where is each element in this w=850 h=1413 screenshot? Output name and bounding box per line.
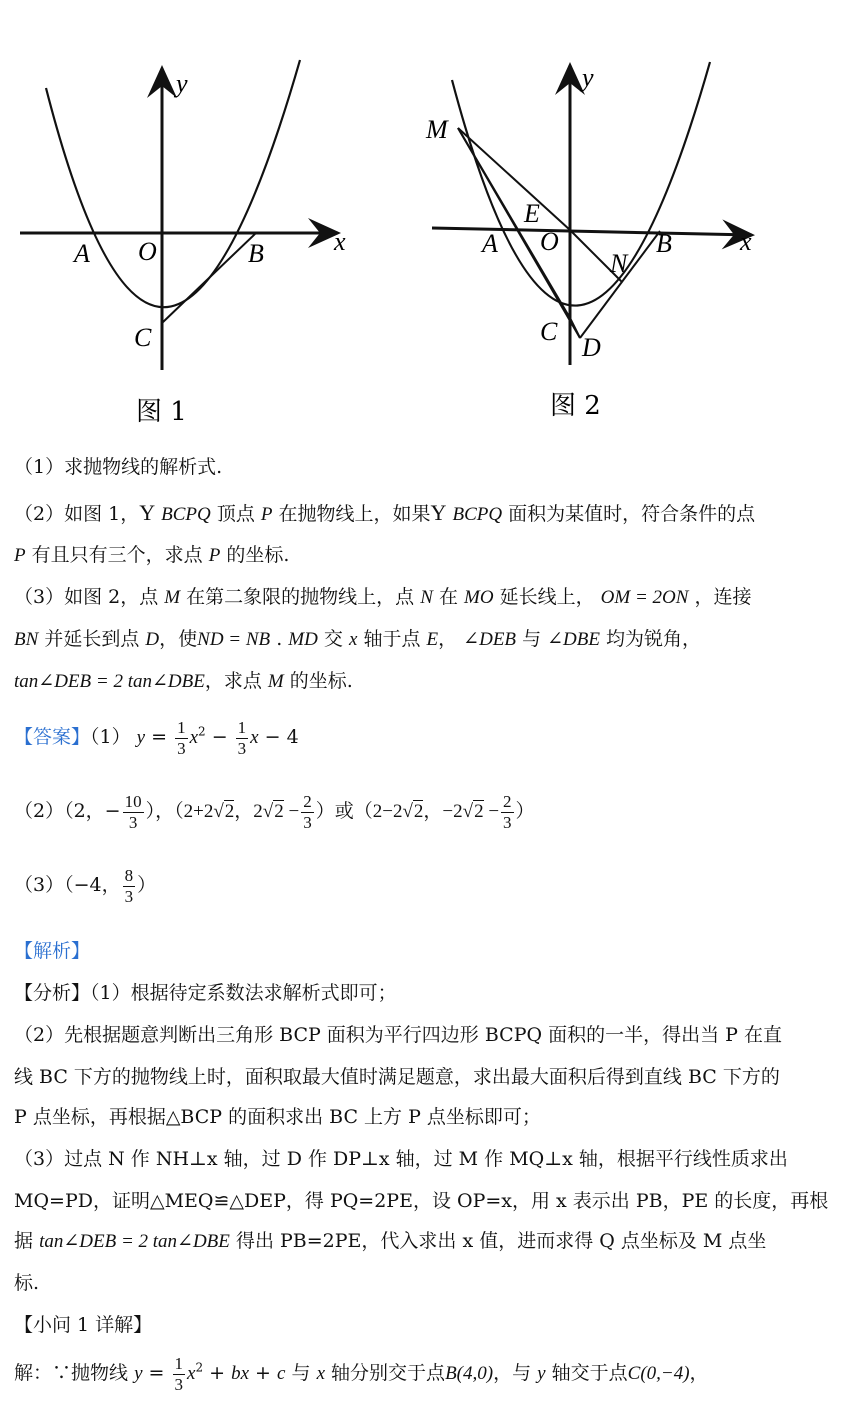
- analysis-part2-line1: （2）先根据题意判断出三角形 BCP 面积为平行四边形 BCPQ 面积的一半，得出当 P 在直: [14, 1024, 782, 1046]
- fig2-segment-db: [580, 231, 660, 338]
- analysis-tag: 【解析】: [14, 940, 91, 962]
- fig2-caption: 图 2: [550, 391, 601, 421]
- fig1-label-c: C: [134, 323, 152, 352]
- detail-tag: 【小问 1 详解】: [14, 1314, 153, 1336]
- figures: [0, 0, 850, 450]
- fig2-segment-mc: [458, 128, 570, 318]
- fig1-label-o: O: [138, 237, 157, 266]
- question-1: （1）求抛物线的解析式.: [14, 456, 223, 478]
- fig2-label-m: M: [426, 115, 448, 144]
- analysis-part3-line4: 标.: [14, 1272, 40, 1294]
- answer-2: （2）（2，− $\frac{10}{3}$ ），（2+2√2，2√2 − $\frac{2}{3}$ ）或（2−2√2，−2√2 − $\frac{2}{3}$ ）: [14, 792, 535, 832]
- analysis-part3-line1: （3）过点 N 作 NH⊥x 轴，过 D 作 DP⊥x 轴，过 M 作 MQ⊥x 轴，根据平行线性质求出: [14, 1148, 788, 1170]
- answer-tag: 【答案】: [14, 726, 91, 749]
- analysis-fenxi: 【分析】（1）根据待定系数法求解析式即可；: [14, 982, 397, 1004]
- fig2-label-e: E: [524, 199, 540, 228]
- fig1-label-a: A: [74, 239, 90, 268]
- fig1-parabola: [46, 60, 300, 307]
- fig2-label-d: D: [582, 333, 601, 362]
- fig1-segment-cb: [162, 233, 256, 323]
- figure-1: [20, 60, 346, 427]
- fig1-label-y: y: [176, 69, 188, 98]
- fig2-label-b: B: [656, 229, 672, 258]
- fig2-label-o: O: [540, 227, 559, 256]
- figure-2: [425, 62, 752, 421]
- fig2-label-a: A: [482, 229, 498, 258]
- solution-line: 解：∵抛物线 y = $\frac{1}{3}$ $x^2$ + bx + c 与 x 轴分别交于点B(4,0)，与 y 轴交于点C(0,−4)，: [14, 1354, 709, 1394]
- answer-1: 【答案】（1） y = $\frac{1}{3}$ $x^2$ − $\frac{1}{3}$ x − 4: [14, 718, 299, 758]
- fig2-segment-mo: [458, 128, 570, 230]
- fig2-label-n: N: [610, 249, 628, 278]
- fig1-label-x: x: [334, 227, 346, 256]
- analysis-part2-line3: P 点坐标，再根据△BCP 的面积求出 BC 上方 P 点坐标即可；: [14, 1106, 541, 1128]
- answer-3: （3）（−4， $\frac{8}{3}$ ）: [14, 866, 157, 906]
- fig2-x-axis: [432, 228, 752, 235]
- fig1-label-b: B: [248, 239, 264, 268]
- question-2-line-1: （2）如图 1，Y BCPQ 顶点 P 在抛物线上，如果Y BCPQ 面积为某值时，符合条件的点: [14, 500, 756, 525]
- question-3-line-1: （3）如图 2，点 M 在第二象限的抛物线上，点 N 在 MO 延长线上， OM = 2ON ，连接: [14, 586, 752, 608]
- fig2-label-x: x: [740, 227, 752, 256]
- analysis-part2-line2: 线 BC 下方的抛物线上时，面积取最大值时满足题意，求出最大面积后得到直线 BC 下方的: [14, 1066, 780, 1088]
- fig2-label-c: C: [540, 317, 558, 346]
- fig2-label-y: y: [582, 63, 594, 92]
- analysis-part3-line3: 据 tan∠DEB = 2 tan∠DBE 得出 PB=2PE，代入求出 x 值，进而求得 Q 点坐标及 M 点坐: [14, 1230, 767, 1252]
- fig1-caption: 图 1: [136, 397, 187, 427]
- analysis-part3-line2: MQ=PD，证明△MEQ≌△DEP，得 PQ=2PE，设 OP=x，用 x 表示出 PB，PE 的长度，再根: [14, 1190, 829, 1212]
- question-2-line-2: P 有且只有三个，求点 P 的坐标.: [14, 544, 290, 566]
- question-3-line-2: BN 并延长到点 D，使ND = NB . MD 交 x 轴于点 E， ∠DEB 与 ∠DBE 均为锐角，: [14, 628, 702, 650]
- question-3-line-3: tan∠DEB = 2 tan∠DBE，求点 M 的坐标.: [14, 670, 353, 692]
